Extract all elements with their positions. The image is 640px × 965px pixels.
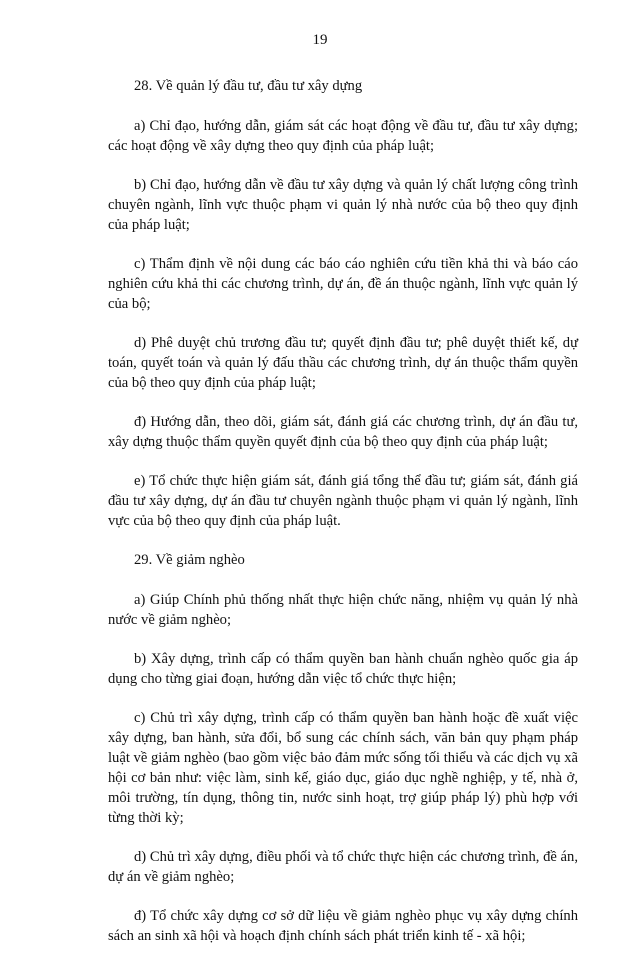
section-29-item-d: d) Chủ trì xây dựng, điều phối và tổ chức thực hiện các chương trình, đề án, dự án về giảm nghèo;	[108, 849, 578, 885]
section-28-item-dd: đ) Hướng dẫn, theo dõi, giám sát, đánh giá các chương trình, dự án đầu tư, xây dựng thuộc thẩm quyền quyết định của bộ theo quy định của pháp luật;	[108, 414, 578, 450]
section-29-item-c: c) Chủ trì xây dựng, trình cấp có thẩm quyền ban hành hoặc đề xuất việc xây dựng, ban hành, sửa đổi, bổ sung các chính sách, văn bản quy phạm pháp luật về giảm nghèo (bao gồm việc bảo đảm mức sống tối thiểu và các dịch vụ xã hội cơ bản như: việc làm, sinh kế, giáo dục, giáo dục nghề nghiệp, y tế, nhà ở, môi trường, tín dụng, thông tin, nước sinh hoạt, trợ giúp pháp lý) phù hợp với từng thời kỳ;	[108, 710, 578, 826]
section-29-item-dd: đ) Tổ chức xây dựng cơ sở dữ liệu về giảm nghèo phục vụ xây dựng chính sách an sinh xã hội và hoạch định chính sách phát triển kinh tế - xã hội;	[108, 908, 578, 944]
section-28-item-c: c) Thẩm định về nội dung các báo cáo nghiên cứu tiền khả thi và báo cáo nghiên cứu khả thi các chương trình, dự án, đề án thuộc ngành, lĩnh vực quản lý của bộ;	[108, 256, 578, 312]
section-28-heading: 28. Về quản lý đầu tư, đầu tư xây dựng	[134, 78, 363, 94]
section-29-heading: 29. Về giảm nghèo	[134, 552, 245, 568]
section-28-item-e: e) Tổ chức thực hiện giám sát, đánh giá tổng thể đầu tư; giám sát, đánh giá đầu tư xây dựng, dự án đầu tư chuyên ngành thuộc phạm vi quản lý ngành, lĩnh vực của bộ theo quy định của pháp luật.	[108, 473, 578, 529]
section-28-item-a: a) Chỉ đạo, hướng dẫn, giám sát các hoạt động về đầu tư, đầu tư xây dựng; các hoạt động về xây dựng theo quy định của pháp luật;	[108, 118, 578, 154]
section-29-item-b: b) Xây dựng, trình cấp có thẩm quyền ban hành chuẩn nghèo quốc gia áp dụng cho từng giai đoạn, hướng dẫn việc tổ chức thực hiện;	[108, 651, 578, 687]
document-body	[108, 76, 578, 965]
section-28-item-b: b) Chỉ đạo, hướng dẫn về đầu tư xây dựng và quản lý chất lượng công trình chuyên ngành, lĩnh vực thuộc phạm vi quản lý nhà nước của bộ theo quy định của pháp luật;	[108, 177, 578, 233]
section-29-item-a: a) Giúp Chính phủ thống nhất thực hiện chức năng, nhiệm vụ quản lý nhà nước về giảm nghèo;	[108, 592, 578, 628]
section-28-item-d: d) Phê duyệt chủ trương đầu tư; quyết định đầu tư; phê duyệt thiết kế, dự toán, quyết toán và quản lý đấu thầu các chương trình, dự án thuộc thẩm quyền của bộ theo quy định của pháp luật;	[108, 335, 578, 391]
page-number: 19	[312, 32, 328, 48]
